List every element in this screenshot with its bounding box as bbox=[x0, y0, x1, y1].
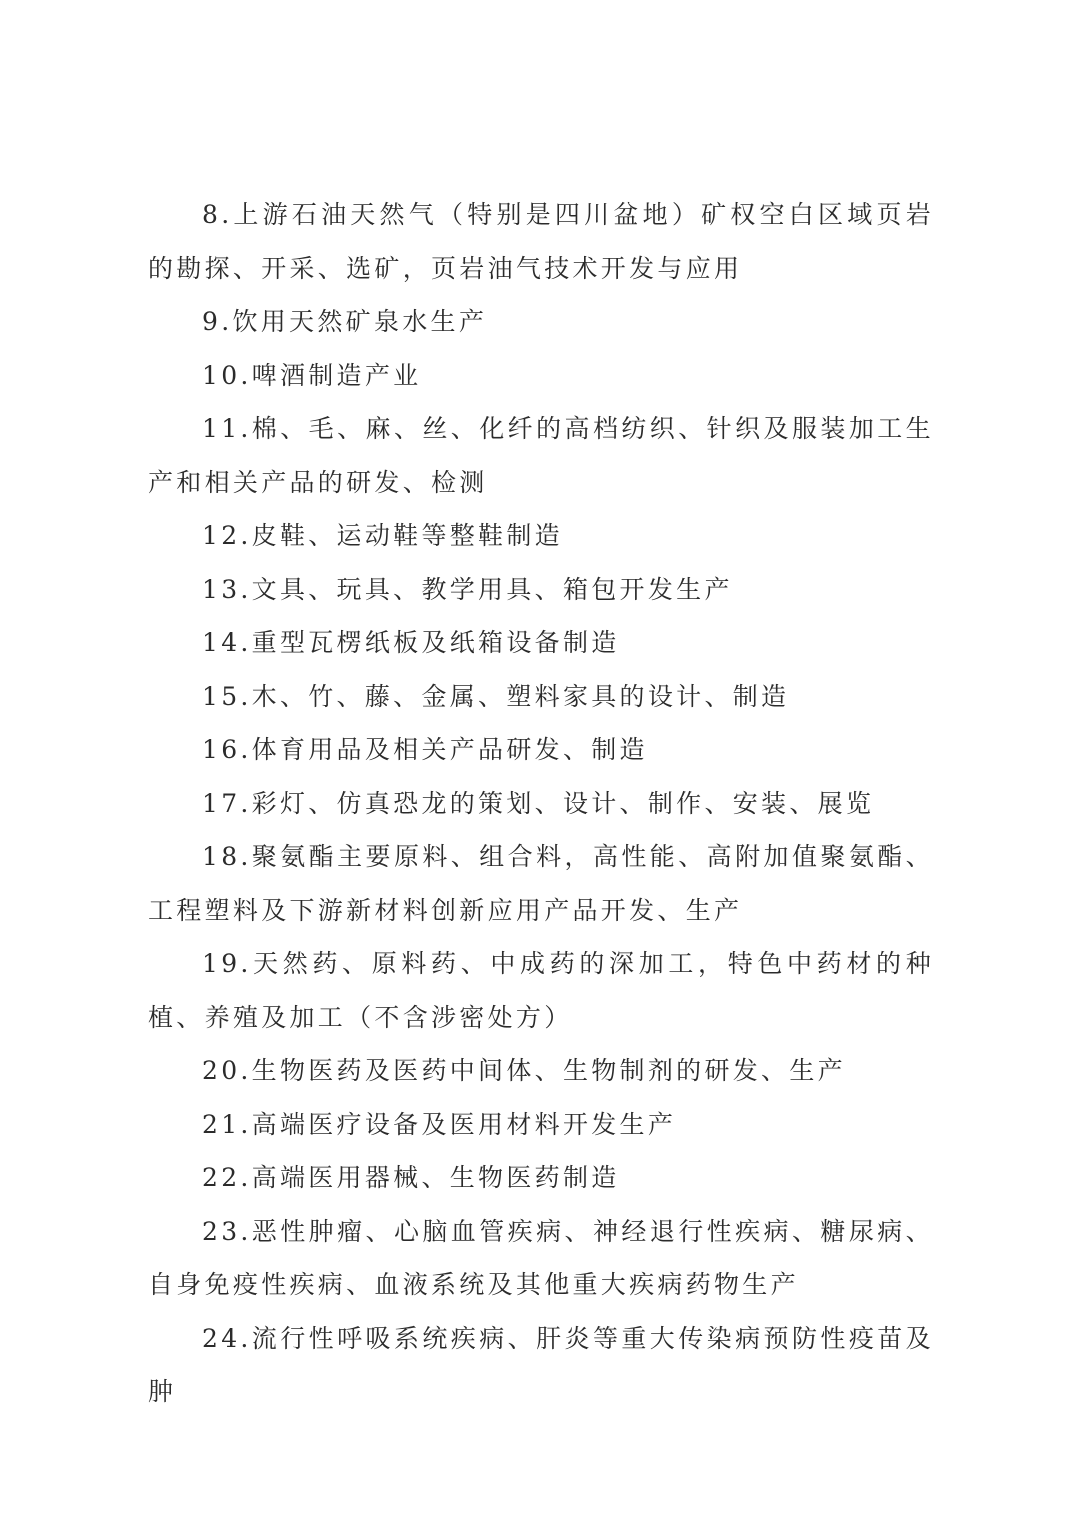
list-item-16: 16.体育用品及相关产品研发、制造 bbox=[202, 735, 648, 764]
list-item-21: 21.高端医疗设备及医用材料开发生产 bbox=[202, 1109, 677, 1139]
list-item-10: 10.啤酒制造产业 bbox=[202, 360, 422, 390]
list-item-11: 11.棉、毛、麻、丝、化纤的高档纺织、针织及服装加工生产和相关产品的研发、检测 bbox=[148, 414, 934, 497]
list-item-22: 22.高端医用器械、生物医药制造 bbox=[202, 1163, 620, 1192]
industry-list bbox=[148, 188, 934, 1419]
list-item-9: 9.饮用天然矿泉水生产 bbox=[202, 307, 488, 336]
list-item-20: 20.生物医药及医药中间体、生物制剂的研发、生产 bbox=[202, 1056, 846, 1085]
list-item-14: 14.重型瓦楞纸板及纸箱设备制造 bbox=[202, 628, 620, 657]
list-item-18: 18.聚氨酯主要原料、组合料，高性能、高附加值聚氨酯、工程塑料及下游新材料创新应用产品开发、生产 bbox=[148, 842, 934, 925]
list-item-12: 12.皮鞋、运动鞋等整鞋制造 bbox=[202, 521, 563, 550]
list-item-19: 19.天然药、原料药、中成药的深加工，特色中药材的种植、养殖及加工（不含涉密处方） bbox=[148, 949, 934, 1032]
list-item-15: 15.木、竹、藤、金属、塑料家具的设计、制造 bbox=[202, 681, 790, 711]
list-item-23: 23.恶性肿瘤、心脑血管疾病、神经退行性疾病、糖尿病、自身免疫性疾病、血液系统及其他重大疾病药物生产 bbox=[148, 1216, 934, 1299]
list-item-8: 8.上游石油天然气（特别是四川盆地）矿权空白区域页岩的勘探、开采、选矿，页岩油气技术开发与应用 bbox=[148, 200, 934, 283]
list-item-24: 24.流行性呼吸系统疾病、肝炎等重大传染病预防性疫苗及肿 bbox=[148, 1323, 934, 1406]
list-item-13: 13.文具、玩具、教学用具、箱包开发生产 bbox=[202, 574, 733, 604]
list-item-17: 17.彩灯、仿真恐龙的策划、设计、制作、安装、展览 bbox=[202, 788, 875, 818]
